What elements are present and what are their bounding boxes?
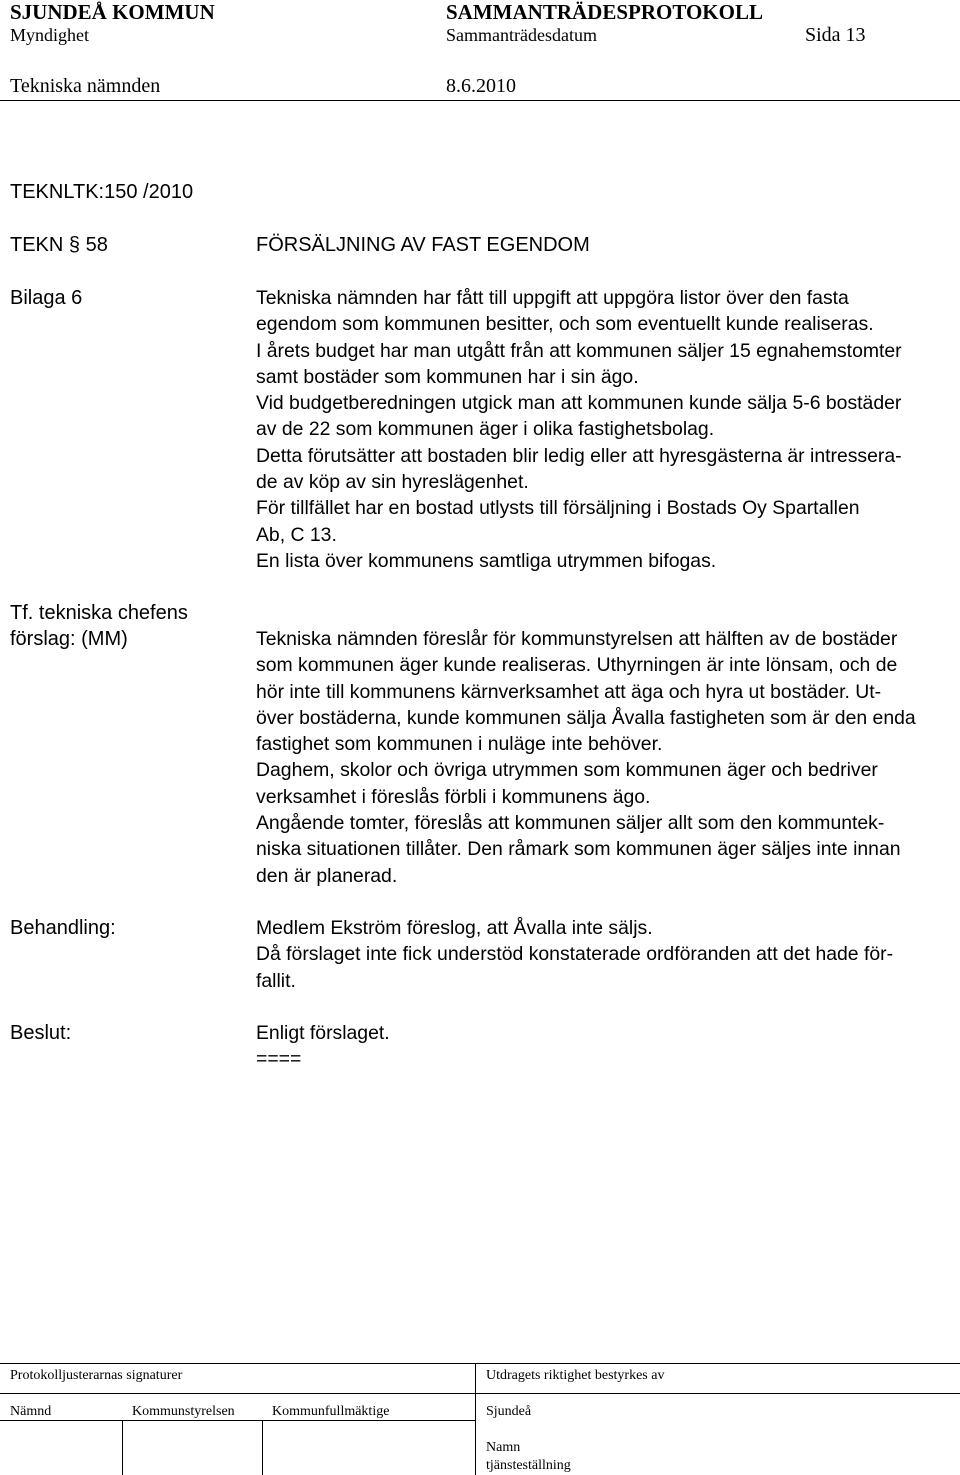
text-line: För tillfället har en bostad utlysts till försäljning i Bostads Oy Spartallen (256, 497, 860, 520)
signature-box-divider-2 (262, 1420, 263, 1475)
treatment-text (256, 915, 956, 994)
protocol-title: SAMMANTRÄDESPROTOKOLL (446, 0, 763, 24)
footer-divider-signatures (0, 1420, 475, 1421)
footer-divider-mid (0, 1393, 960, 1394)
text-line: Detta förutsätter att bostaden blir ledig eller att hyresgästerna är intressera- (256, 444, 902, 467)
footer-column-divider (475, 1363, 476, 1475)
section-title: FÖRSÄLJNING AV FAST EGENDOM (256, 234, 590, 256)
footer-col-board: Nämnd (10, 1404, 52, 1419)
footer-name-label: Namn (486, 1440, 521, 1455)
footer-place: Sjundeå (486, 1404, 532, 1419)
text-line: över bostäderna, kunde kommunen sälja Åvalla fastigheten som är den enda (256, 706, 916, 729)
text-line: niska situationen tillåter. Den råmark som kommunen äger säljes inte innan (256, 838, 901, 861)
text-line: verksamhet i föreslås förbli i kommunens ägo. (256, 785, 651, 808)
footer-position-label: tjänsteställning (486, 1458, 571, 1473)
treatment-label: Behandling: (10, 917, 116, 939)
text-line: Då förslaget inte fick understöd konstaterade ordföranden att det hade för- (256, 943, 894, 966)
proposal-text (256, 626, 956, 889)
text-line: Medlem Ekström föreslog, att Åvalla inte säljs. (256, 917, 653, 939)
end-marker: ==== (256, 1048, 302, 1071)
text-line: En lista över kommunens samtliga utrymmen bifogas. (256, 549, 717, 572)
text-line: den är planerad. (256, 864, 398, 887)
proposal-label-line1: Tf. tekniska chefens (10, 602, 188, 624)
text-line: som kommunen äger kunde realiseras. Uthyrningen är inte lönsam, och de (256, 654, 898, 677)
text-line: egendom som kommunen besitter, och som eventuellt kunde realiseras. (256, 313, 874, 336)
text-line: Ab, C 13. (256, 523, 337, 546)
section-number: TEKN § 58 (10, 234, 108, 256)
text-line: samt bostäder som kommunen har i sin ägo. (256, 365, 639, 388)
meeting-date: 8.6.2010 (446, 75, 516, 97)
text-line: Vid budgetberedningen utgick man att kommunen kunde sälja 5-6 bostäder (256, 392, 902, 415)
proposal-label-line2: förslag: (MM) (10, 628, 128, 650)
attachment-label: Bilaga 6 (10, 287, 83, 309)
header-divider (0, 100, 960, 101)
text-line: fallit. (256, 969, 296, 992)
text-line: Tekniska nämnden har fått till uppgift att uppgöra listor över den fasta (256, 287, 849, 309)
footer-col-municipal-board: Kommunstyrelsen (132, 1404, 235, 1419)
decision-text (256, 1020, 956, 1073)
text-line: av de 22 som kommunen äger i olika fastighetsbolag. (256, 418, 715, 441)
authority-name: Tekniska nämnden (10, 75, 161, 97)
text-line: Tekniska nämnden föreslår för kommunstyrelsen att hälften av de bostäder (256, 628, 898, 650)
municipality-name: SJUNDEÅ KOMMUN (10, 0, 215, 24)
decision-label: Beslut: (10, 1022, 72, 1044)
footer-divider-top (0, 1363, 960, 1364)
text-line: hör inte till kommunens kärnverksamhet att äga och hyra ut bostäder. Ut- (256, 680, 882, 703)
text-line: Angående tomter, föreslås att kommunen säljer allt som den kommuntek- (256, 812, 885, 835)
text-line: fastighet som kommunen i nuläge inte behöver. (256, 733, 663, 756)
text-line: Enligt förslaget. (256, 1022, 390, 1044)
case-reference: TEKNLTK:150 /2010 (10, 181, 194, 203)
text-line: de av köp av sin hyreslägenhet. (256, 471, 529, 494)
page-number: Sida 13 (805, 24, 866, 46)
signatures-label: Protokolljusterarnas signaturer (10, 1368, 183, 1383)
certified-label: Utdragets riktighet bestyrkes av (486, 1368, 665, 1383)
intro-text (256, 285, 956, 574)
text-line: Daghem, skolor och övriga utrymmen som kommunen äger och bedriver (256, 759, 878, 782)
text-line: I årets budget har man utgått från att kommunen säljer 15 egnahemstomter (256, 339, 902, 362)
authority-label: Myndighet (10, 25, 89, 45)
footer-col-council: Kommunfullmäktige (272, 1404, 390, 1419)
signature-box-divider-1 (122, 1420, 123, 1475)
date-label: Sammanträdesdatum (446, 25, 597, 45)
